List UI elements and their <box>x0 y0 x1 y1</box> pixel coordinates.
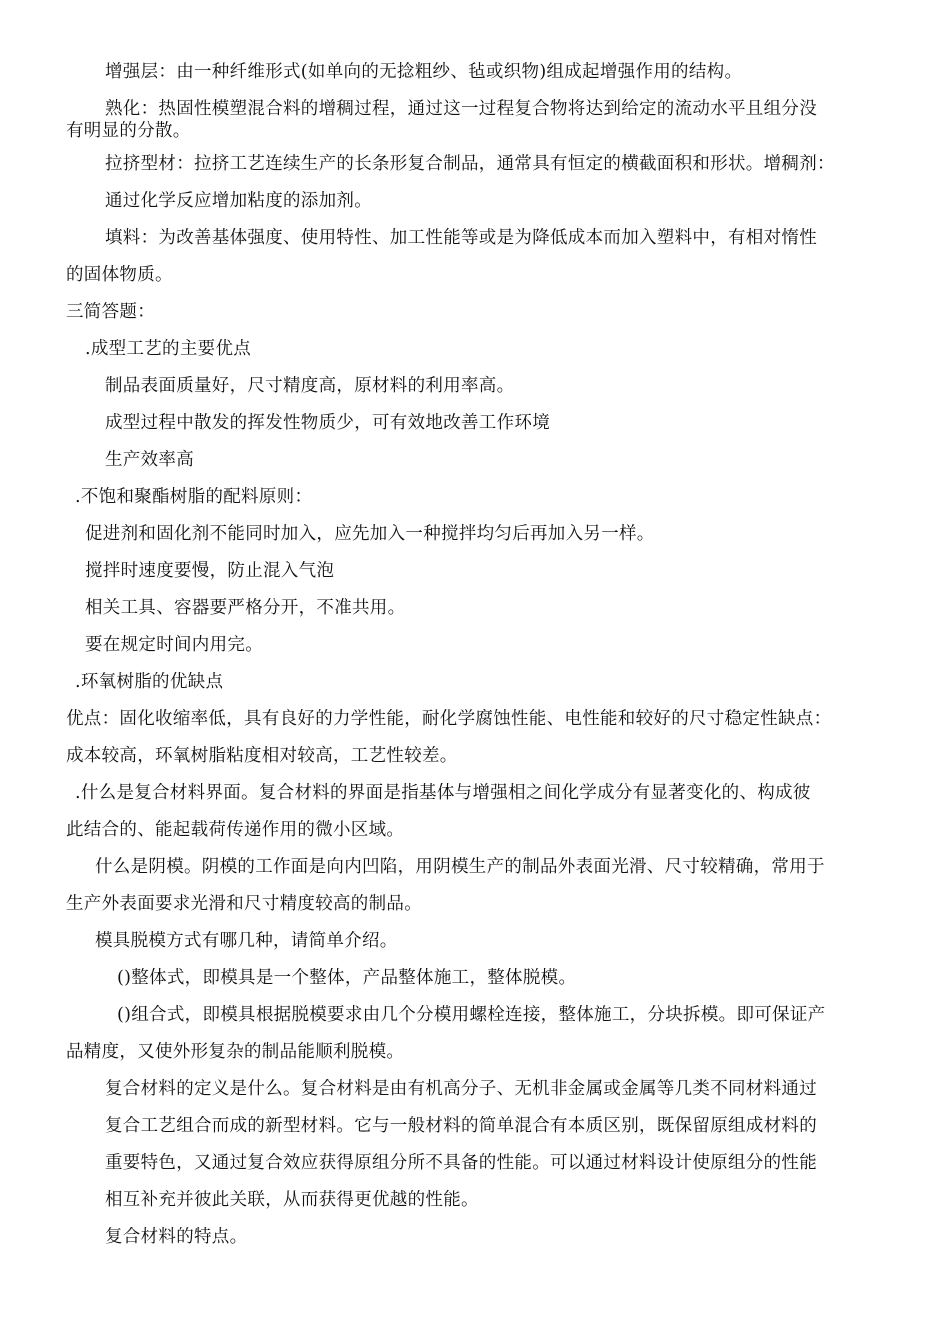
text-line: 品精度，又使外形复杂的制品能顺利脱模。 <box>66 1042 405 1062</box>
text-line: 生产外表面要求光滑和尺寸精度较高的制品。 <box>66 894 422 914</box>
text-line: 促进剂和固化剂不能同时加入，应先加入一种搅拌均匀后再加入另一样。 <box>85 524 655 544</box>
text-line: 此结合的、能起载荷传递作用的微小区域。 <box>66 820 405 840</box>
text-line: 复合工艺组合而成的新型材料。它与一般材料的简单混合有本质区别，既保留原组成材料的 <box>105 1116 817 1136</box>
text-line: .什么是复合材料界面。复合材料的界面是指基体与增强相之间化学成分有显著变化的、构成彼 <box>75 783 811 803</box>
text-line: 搅拌时速度要慢，防止混入气泡 <box>85 561 335 581</box>
section-heading: 三简答题： <box>66 302 155 322</box>
text-line: 相互补充并彼此关联，从而获得更优越的性能。 <box>105 1190 479 1210</box>
question-heading: .不饱和聚酯树脂的配料原则： <box>75 487 313 507</box>
question-heading: .成型工艺的主要优点 <box>85 339 252 359</box>
text-line: 成型过程中散发的挥发性物质少，可有效地改善工作环境 <box>105 413 550 433</box>
text-line: 重要特色，又通过复合效应获得原组分所不具备的性能。可以通过材料设计使原组分的性能 <box>105 1153 817 1173</box>
text-line: 什么是阴模。阴模的工作面是向内凹陷，用阴模生产的制品外表面光滑、尺寸较精确，常用于 <box>95 857 825 877</box>
text-line: 模具脱模方式有哪几种，请简单介绍。 <box>95 931 398 951</box>
text-line: 复合材料的定义是什么。复合材料是由有机高分子、无机非金属或金属等几类不同材料通过 <box>105 1079 817 1099</box>
text-line: 的固体物质。 <box>66 265 173 285</box>
text-line: 优点：固化收缩率低，具有良好的力学性能，耐化学腐蚀性能、电性能和较好的尺寸稳定性缺点： <box>66 709 832 729</box>
text-line: 有明显的分散。 <box>66 121 191 141</box>
text-line: 复合材料的特点。 <box>105 1227 248 1247</box>
text-line: 生产效率高 <box>105 450 194 470</box>
text-line: ()整体式，即模具是一个整体，产品整体施工，整体脱模。 <box>117 968 577 988</box>
text-line: 熟化：热固性模塑混合料的增稠过程，通过这一过程复合物将达到给定的流动水平且组分没 <box>105 99 817 119</box>
text-line: 填料：为改善基体强度、使用特性、加工性能等或是为降低成本而加入塑料中，有相对惰性 <box>105 228 817 248</box>
text-line: 成本较高，环氧树脂粘度相对较高，工艺性较差。 <box>66 746 458 766</box>
text-line: 要在规定时间内用完。 <box>85 635 263 655</box>
text-line: 通过化学反应增加粘度的添加剂。 <box>105 191 372 211</box>
text-line: 制品表面质量好，尺寸精度高，原材料的利用率高。 <box>105 376 515 396</box>
question-heading: .环氧树脂的优缺点 <box>75 672 224 692</box>
text-line: ()组合式，即模具根据脱模要求由几个分模用螺栓连接，整体施工，分块拆模。即可保证产 <box>117 1005 826 1025</box>
text-line: 拉挤型材：拉挤工艺连续生产的长条形复合制品，通常具有恒定的横截面积和形状。增稠剂： <box>105 154 835 174</box>
text-line: 相关工具、容器要严格分开，不准共用。 <box>85 598 406 618</box>
text-line: 增强层：由一种纤维形式(如单向的无捻粗纱、毡或织物)组成起增强作用的结构。 <box>105 62 743 82</box>
